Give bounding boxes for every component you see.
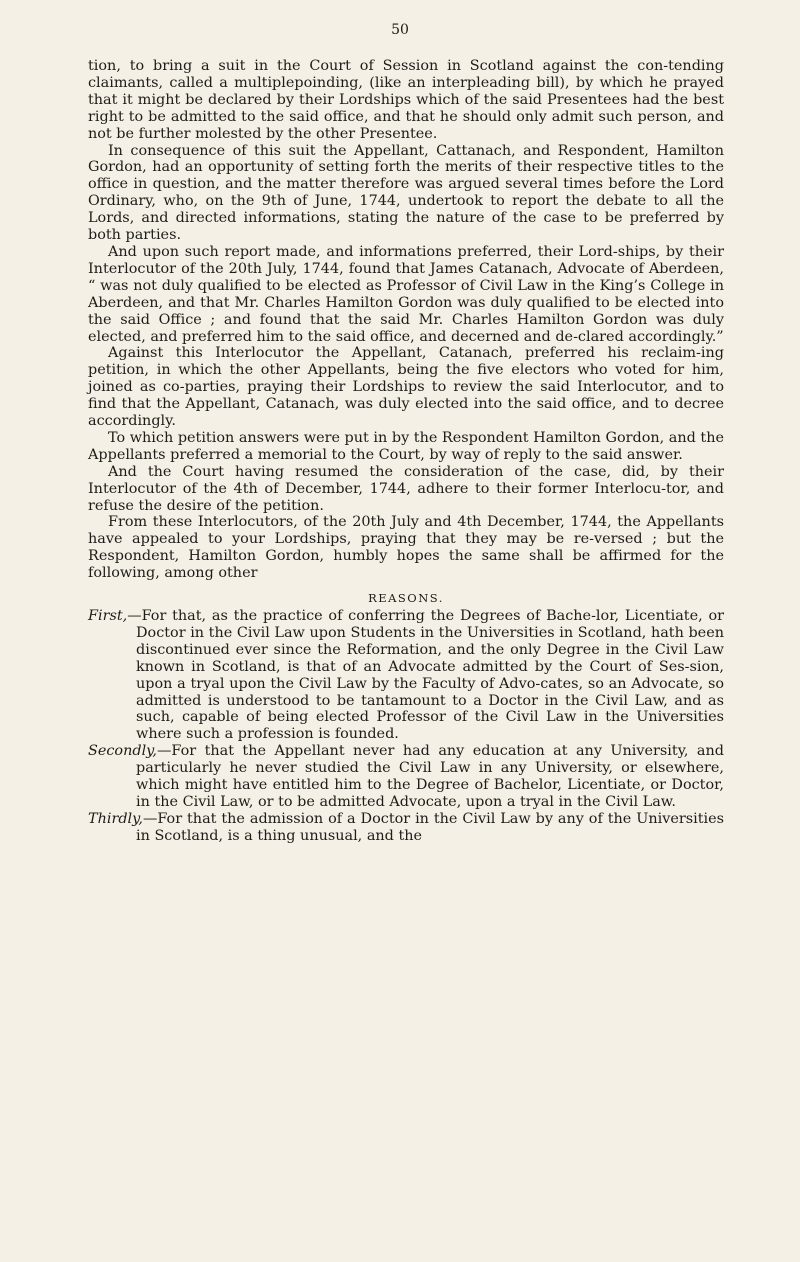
reason-text: —For that the admission of a Doctor in the Civil Law by any of the Universities in Scotland, is a thing unusual, and the xyxy=(136,810,724,844)
paragraph-2: In consequence of this suit the Appellant, Cattanach, and Respondent, Hamilton Gordon, had an opportunity of setting forth the merits of their respective titles to the office in question, and the matter therefore was argued several times before the Lord Ordinary, who, on the 9th of June, 1744, undertook to report the debate to all the Lords, and directed informations, stating the nature of the case to be preferred by both parties. xyxy=(88,142,724,244)
paragraph-3: And upon such report made, and informations preferred, their Lord-ships, by their Interlocutor of the 20th July, 1744, found that James Catanach, Advocate of Aberdeen, “ was not duly qualified to be elected as Professor of Civil Law in the King’s College in Aberdeen, and that Mr. Charles Hamilton Gordon was duly qualified to be elected into the said Office ; and found that the said Mr. Charles Hamilton Gordon was duly elected, and preferred him to the said office, and decerned and de-clared accordingly.” xyxy=(88,243,724,345)
reason-second xyxy=(88,743,724,811)
reasons-heading: REASONS. xyxy=(368,591,444,606)
reason-label: Thirdly, xyxy=(88,810,143,827)
paragraph-7: From these Interlocutors, of the 20th July and 4th December, 1744, the Appellants have appealed to your Lordships, praying that they may be re-versed ; but the Respondent, Hamilton Gordon, humbly hopes the same shall be affirmed for the following, among other xyxy=(88,514,724,582)
reason-label: Secondly, xyxy=(88,743,157,760)
reason-third xyxy=(88,811,724,845)
reason-first xyxy=(88,608,724,743)
reason-text: —For that, as the practice of conferring the Degrees of Bache-lor, Licentiate, or Doctor in the Civil Law upon Students in the Universities in Scotland, hath been discontinued ever since the Reformation, and the only Degree in the Civil Law known in Scotland, is that of an Advocate admitted by the Court of Ses-sion, upon a tryal upon the Civil Law by the Faculty of Advo-cates, so an Advocate, so admitted is understood to be tantamount to a Doctor in the Civil Law, and as such, capable of being elected Professor of the Civil Law in the Universities where such a profession is founded. xyxy=(127,608,724,743)
paragraph-4: Against this Interlocutor the Appellant, Catanach, preferred his reclaim-ing petition, in which the other Appellants, being the five electors who voted for him, joined as co-parties, praying their Lordships to review the said Interlocutor, and to find that the Appellant, Catanach, was duly elected into the said office, and to decree accordingly. xyxy=(88,345,724,430)
reason-text: —For that the Appellant never had any education at any University, and particularly he never studied the Civil Law in any University, or elsewhere, which might have entitled him to the Degree of Bachelor, Licentiate, or Doctor, in the Civil Law, or to be admitted Advocate, upon a tryal in the Civil Law. xyxy=(136,743,724,810)
page-number: 50 xyxy=(391,22,409,38)
reason-label: First, xyxy=(88,608,128,624)
paragraph-1: tion, to bring a suit in the Court of Session in Scotland against the con-tending claimants, called a multiplepoinding, (like an interpleading bill), by which he prayed that it might be declared by their Lordships which of the said Presentees had the best right to be admitted to the said office, and that he should only admit such person, and not be further molested by the other Presentee. xyxy=(88,58,724,142)
body-text xyxy=(88,58,724,845)
paragraph-5: To which petition answers were put in by the Respondent Hamilton Gordon, and the Appellants preferred a memorial to the Court, by way of reply to the said answer. xyxy=(88,429,724,463)
paragraph-6: And the Court having resumed the consideration of the case, did, by their Interlocutor of the 4th of December, 1744, adhere to their former Interlocu-tor, and refuse the desire of the petition. xyxy=(88,463,724,514)
